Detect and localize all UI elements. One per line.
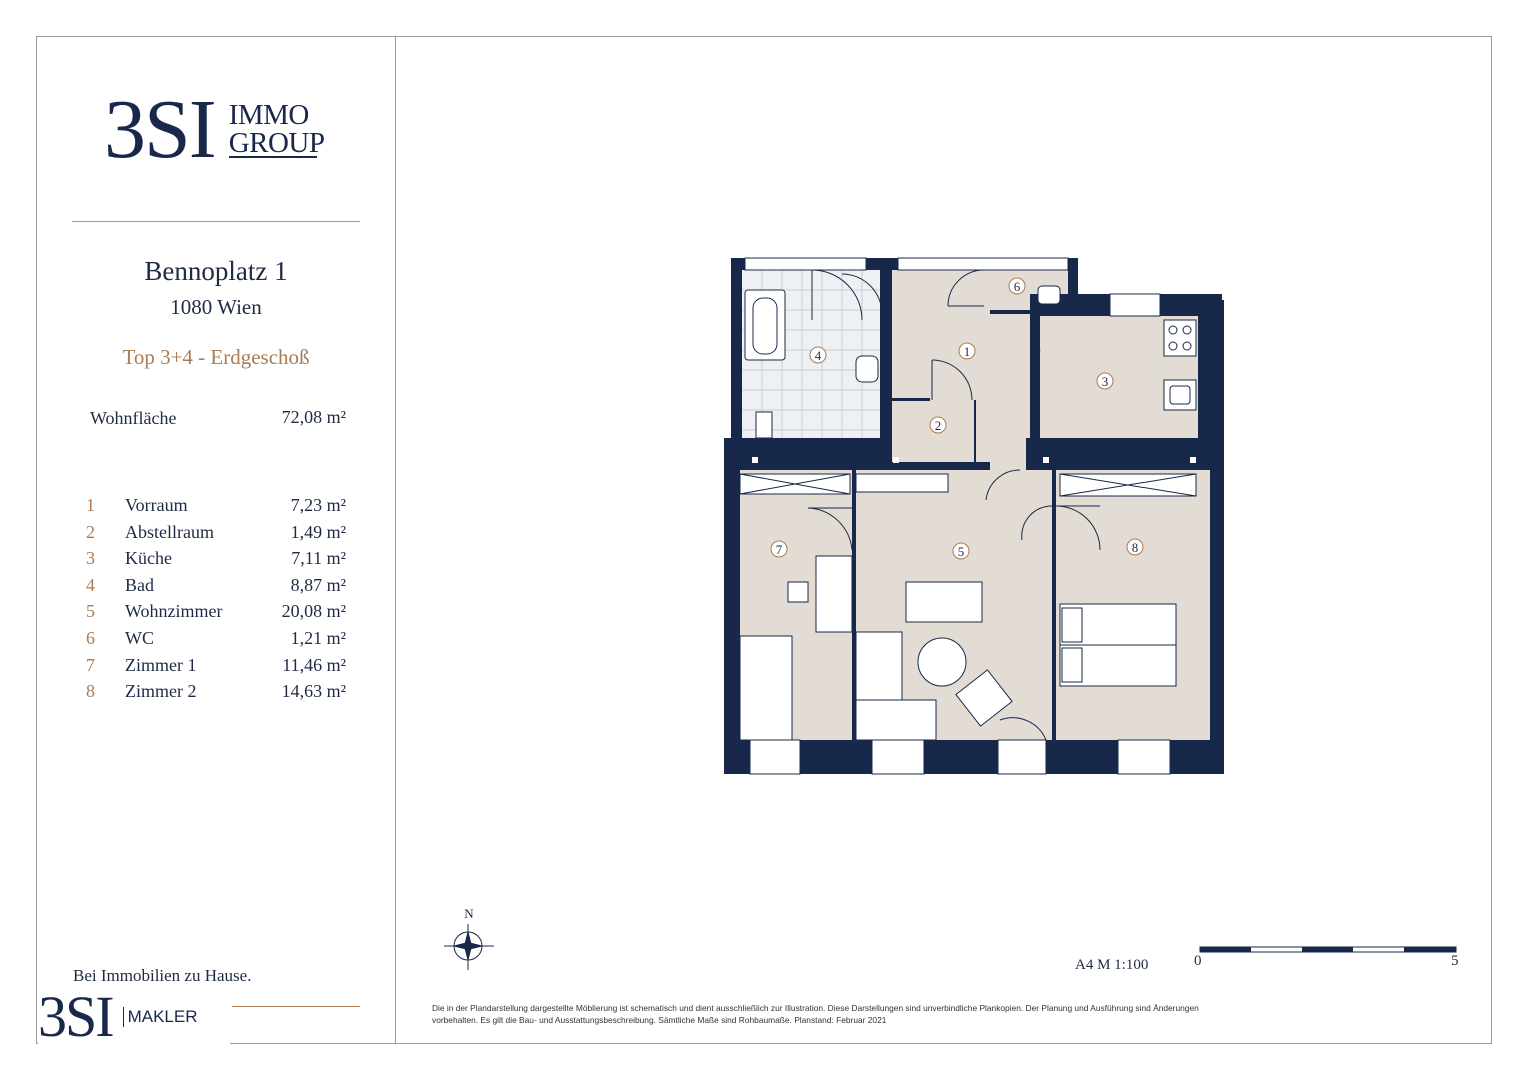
scale-bar — [1200, 947, 1456, 952]
scale-label: A4 M 1:100 — [1075, 957, 1149, 973]
logo-line1: IMMO — [228, 98, 309, 131]
marker-3: 3 — [1101, 374, 1109, 389]
room-number: 5 — [86, 601, 95, 622]
logo-line2: GROUP — [228, 126, 325, 159]
room-number: 7 — [86, 654, 95, 675]
room-number: 8 — [86, 681, 95, 702]
address-street: Bennoplatz 1 — [144, 256, 288, 286]
room-area: 7,11 m² — [291, 548, 346, 569]
room-name: Zimmer 2 — [125, 681, 197, 702]
marker-4: 4 — [814, 348, 822, 363]
tagline: Bei Immobilien zu Hause. — [73, 966, 252, 985]
marker-5: 5 — [957, 544, 965, 559]
marker-6: 6 — [1013, 279, 1021, 294]
address-city: 1080 Wien — [170, 295, 262, 319]
room-number: 6 — [86, 627, 95, 648]
room-name: Zimmer 1 — [125, 654, 197, 675]
marker-2: 2 — [934, 418, 942, 433]
scale-start: 0 — [1194, 953, 1202, 969]
room-number: 2 — [86, 521, 95, 542]
living-area-value: 72,08 m² — [281, 407, 346, 427]
room-area: 7,23 m² — [290, 495, 346, 515]
room-area: 20,08 m² — [281, 601, 346, 622]
north-label: N — [464, 906, 474, 921]
marker-7: 7 — [775, 542, 783, 557]
marker-1: 1 — [963, 344, 971, 359]
room-area: 14,63 m² — [281, 681, 346, 702]
room-name: Abstellraum — [125, 521, 214, 542]
room-name: Küche — [125, 548, 172, 569]
room-area: 8,87 m² — [290, 574, 346, 595]
disclaimer-text: Die in der Plandarstellung dargestellte Möblierung ist schematisch und dient ausschließlich zur Illustration. Diese Darstellungen sind unverbindliche Plankopien. Der Planung und Ausführung sind Änderungen vorbehalten. Es gilt die Bau- und Ausstattungsbeschreibung. Sämtliche Maße sind Rohbaumaße. Planstand: Februar 2021 — [432, 1003, 1199, 1025]
room-name: WC — [125, 627, 154, 648]
logo-main-text: 3SI — [104, 83, 215, 176]
living-area-label: Wohnfläche — [90, 408, 177, 428]
room-number: 3 — [86, 548, 95, 569]
unit-title: Top 3+4 - Erdgeschoß — [122, 345, 310, 369]
compass-icon — [444, 906, 494, 970]
room-name: Wohnzimmer — [125, 601, 223, 622]
room-name: Bad — [125, 574, 154, 595]
marker-8: 8 — [1131, 540, 1139, 555]
makler-logo-main: 3SI — [38, 984, 113, 1049]
room-area: 11,46 m² — [282, 654, 346, 675]
room-number: 4 — [86, 574, 95, 595]
makler-logo-sub: MAKLER — [123, 1007, 198, 1027]
room-area: 1,49 m² — [290, 521, 346, 542]
room-number: 1 — [86, 495, 95, 515]
room-name: Vorraum — [125, 495, 188, 515]
room-area: 1,21 m² — [290, 627, 346, 648]
scale-end: 5 — [1451, 953, 1459, 969]
